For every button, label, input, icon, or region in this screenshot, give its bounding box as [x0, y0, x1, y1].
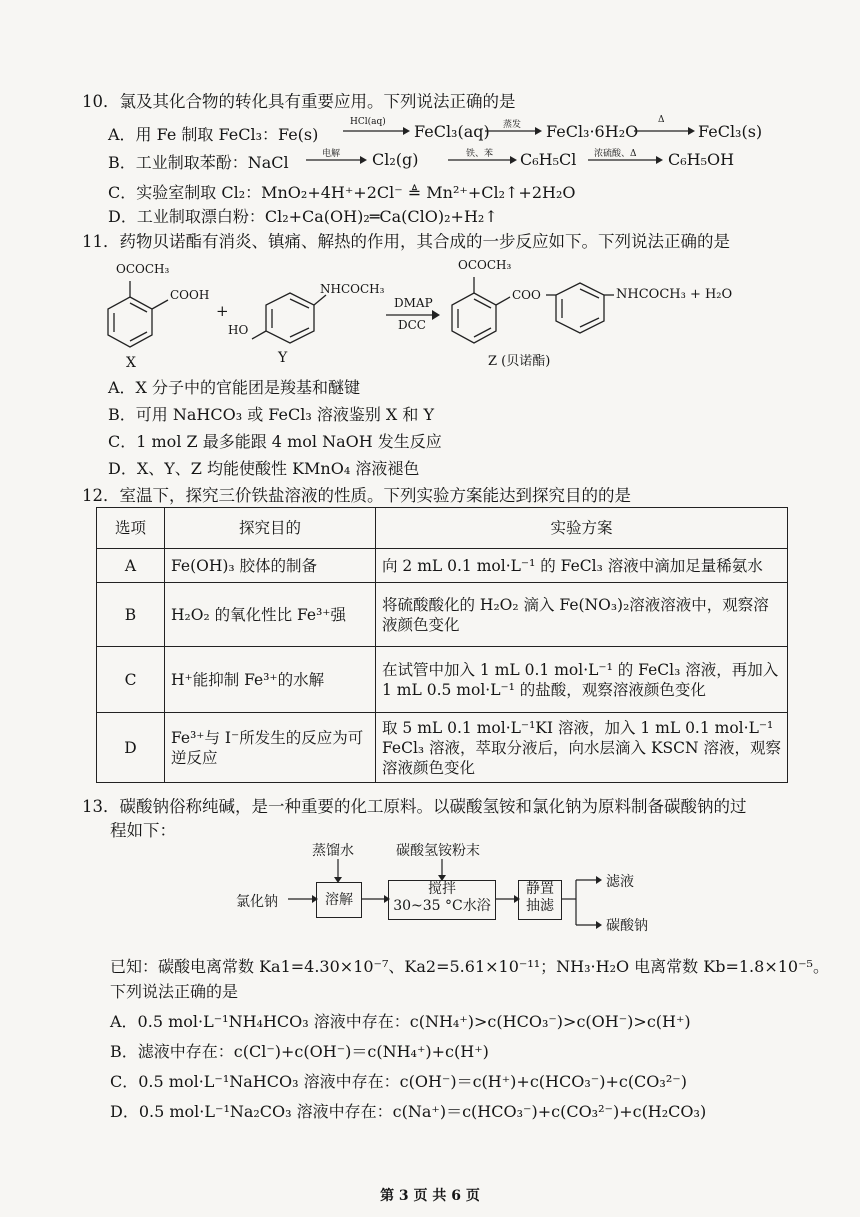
q11-option-b: B．可用 NaHCO₃ 或 FeCl₃ 溶液鉴别 X 和 Y [108, 405, 435, 424]
q10-option-a-label: A．用 Fe 制取 FeCl₃：Fe(s) [108, 125, 319, 144]
z-substituent-2: NHCOCH₃ + H₂O [616, 287, 733, 302]
q11-option-d: D．X、Y、Z 均能使酸性 KMnO₄ 溶液褪色 [108, 459, 420, 478]
q10-a-arrow3-label: Δ [658, 115, 665, 125]
x-benzene-ring [108, 281, 168, 347]
flow-box-dissolve: 溶解 [316, 882, 362, 918]
q13-stem-line1: 13．碳酸钠俗称纯碱，是一种重要的化工原料。以碳酸氢铵和氯化钠为原料制备碳酸钠的过 [82, 797, 747, 816]
header-goal: 探究目的 [165, 508, 376, 549]
label-z: Z (贝诺酯) [488, 354, 551, 369]
flow-start: 氯化钠 [236, 894, 278, 910]
q13-option-d: D．0.5 mol·L⁻¹Na₂CO₃ 溶液中存在：c(Na⁺)＝c(HCO₃⁻)+c(CO₃²⁻)+c(H₂CO₃) [110, 1102, 707, 1121]
flow-box-filter-line1: 静置 [526, 881, 554, 897]
label-x: X [126, 355, 136, 371]
row-option: A [97, 549, 165, 583]
q10-b-arrow1-label: 电解 [322, 149, 341, 159]
q13-ask: 下列说法正确的是 [110, 982, 239, 1001]
q10-option-c: C．实验室制取 Cl₂：MnO₂+4H⁺+2Cl⁻ ≜ Mn²⁺+Cl₂↑+2H₂O [108, 183, 576, 202]
q11-reaction-scheme [90, 255, 790, 375]
q10-b-s1: Cl₂(g) [372, 150, 419, 169]
reaction-condition-bottom: DCC [398, 318, 426, 332]
row-goal: Fe³⁺与 I⁻所发生的反应为可逆反应 [165, 713, 376, 783]
q10-option-b-label: B．工业制取苯酚：NaCl [108, 153, 289, 172]
q10-b-arrow2-label: 铁、苯 [466, 149, 494, 159]
label-y: Y [278, 350, 288, 366]
flow-box-stir-line2: 30~35 °C水浴 [393, 898, 491, 914]
table-row [97, 549, 788, 583]
flow-output-sodium-carbonate: 碳酸钠 [606, 918, 648, 934]
q13-option-b: B．滤液中存在：c(Cl⁻)+c(OH⁻)＝c(NH₄⁺)+c(H⁺) [110, 1042, 489, 1061]
q10-b-arrow1 [306, 155, 368, 165]
q13-known: 已知：碳酸电离常数 Ka1=4.30×10⁻⁷、Ka2=5.61×10⁻¹¹；NH₃·H₂O 电离常数 Kb=1.8×10⁻⁵。 [110, 957, 829, 976]
table-row [97, 583, 788, 647]
q11-option-c: C．1 mol Z 最多能跟 4 mol NaOH 发生反应 [108, 432, 442, 451]
row-plan: 向 2 mL 0.1 mol·L⁻¹ 的 FeCl₃ 溶液中滴加足量稀氨水 [376, 549, 788, 583]
q10-b-arrow3-label: 浓硫酸、Δ [594, 149, 637, 159]
row-plan: 将硫酸酸化的 H₂O₂ 滴入 Fe(NO₃)₂溶液溶液中，观察溶液颜色变化 [376, 583, 788, 647]
row-plan: 取 5 mL 0.1 mol·L⁻¹KI 溶液，加入 1 mL 0.1 mol·L⁻¹ FeCl₃ 溶液，萃取分液后，向水层滴入 KSCN 溶液，观察溶液颜色变化 [376, 713, 788, 783]
q13-option-c: C．0.5 mol·L⁻¹NaHCO₃ 溶液中存在：c(OH⁻)＝c(H⁺)+c(HCO₃⁻)+c(CO₃²⁻) [110, 1072, 687, 1091]
x-substituent-1: OCOCH₃ [116, 262, 170, 276]
flow-box-stir-line1: 搅拌 [428, 881, 456, 897]
q10-b-s2: C₆H₅Cl [520, 150, 577, 169]
table-header-row [97, 508, 788, 549]
q10-b-s3: C₆H₅OH [668, 150, 735, 169]
row-goal: H₂O₂ 的氧化性比 Fe³⁺强 [165, 583, 376, 647]
row-option: C [97, 647, 165, 713]
experiment-table [96, 507, 788, 783]
flow-output-filtrate: 滤液 [606, 874, 634, 890]
q10-option-d: D．工业制取漂白粉：Cl₂+Ca(OH)₂═Ca(ClO)₂+H₂↑ [108, 207, 498, 226]
row-goal: H⁺能抑制 Fe³⁺的水解 [165, 647, 376, 713]
flow-box-filter-line2: 抽滤 [526, 898, 554, 914]
flow-arrows [280, 855, 640, 935]
q10-b-arrow3 [588, 155, 664, 165]
flow-input-water: 蒸馏水 [312, 843, 354, 859]
table-row [97, 647, 788, 713]
q11-option-a: A．X 分子中的官能团是羧基和醚键 [108, 378, 361, 397]
row-option: D [97, 713, 165, 783]
q10-a-s1: FeCl₃(aq) [414, 122, 490, 141]
q10-a-arrow2 [485, 126, 543, 136]
q10-stem: 10．氯及其化合物的转化具有重要应用。下列说法正确的是 [82, 92, 516, 111]
q10-a-s2: FeCl₃·6H₂O [546, 122, 639, 141]
y-substituent-2: HO [228, 323, 249, 337]
table-row [97, 713, 788, 783]
plus-sign: + [216, 302, 229, 320]
header-plan: 实验方案 [376, 508, 788, 549]
flow-input-powder: 碳酸氢铵粉末 [396, 843, 480, 859]
q10-b-arrow2 [448, 155, 518, 165]
q10-a-arrow2-label: 蒸发 [503, 120, 522, 130]
row-plan: 在试管中加入 1 mL 0.1 mol·L⁻¹ 的 FeCl₃ 溶液，再加入 1 mL 0.5 mol·L⁻¹ 的盐酸，观察溶液颜色变化 [376, 647, 788, 713]
page-footer: 第 3 页 共 6 页 [380, 1188, 480, 1204]
q10-a-arrow3 [634, 126, 696, 136]
z-link: COO [512, 288, 541, 302]
reaction-condition-top: DMAP [394, 296, 433, 310]
header-option: 选项 [97, 508, 165, 549]
q12-stem: 12．室温下，探究三价铁盐溶液的性质。下列实验方案能达到探究目的的是 [82, 486, 631, 505]
q11-stem: 11．药物贝诺酯有消炎、镇痛、解热的作用，其合成的一步反应如下。下列说法正确的是 [82, 232, 730, 251]
q10-a-s3: FeCl₃(s) [698, 122, 763, 141]
q13-stem-line2: 程如下： [110, 821, 176, 840]
z-benzene-ring-2 [546, 283, 614, 333]
q10-a-arrow1-label: HCl(aq) [350, 117, 386, 127]
q13-option-a: A．0.5 mol·L⁻¹NH₄HCO₃ 溶液中存在：c(NH₄⁺)>c(HCO₃⁻)>c(OH⁻)>c(H⁺) [110, 1012, 691, 1031]
row-option: B [97, 583, 165, 647]
x-substituent-2: COOH [170, 288, 210, 302]
y-substituent-1: NHCOCH₃ [320, 282, 385, 296]
y-benzene-ring [252, 293, 326, 343]
z-benzene-ring-1 [452, 277, 510, 343]
z-substituent-1: OCOCH₃ [458, 258, 512, 272]
q10-a-arrow1 [343, 126, 411, 136]
row-goal: Fe(OH)₃ 胶体的制备 [165, 549, 376, 583]
